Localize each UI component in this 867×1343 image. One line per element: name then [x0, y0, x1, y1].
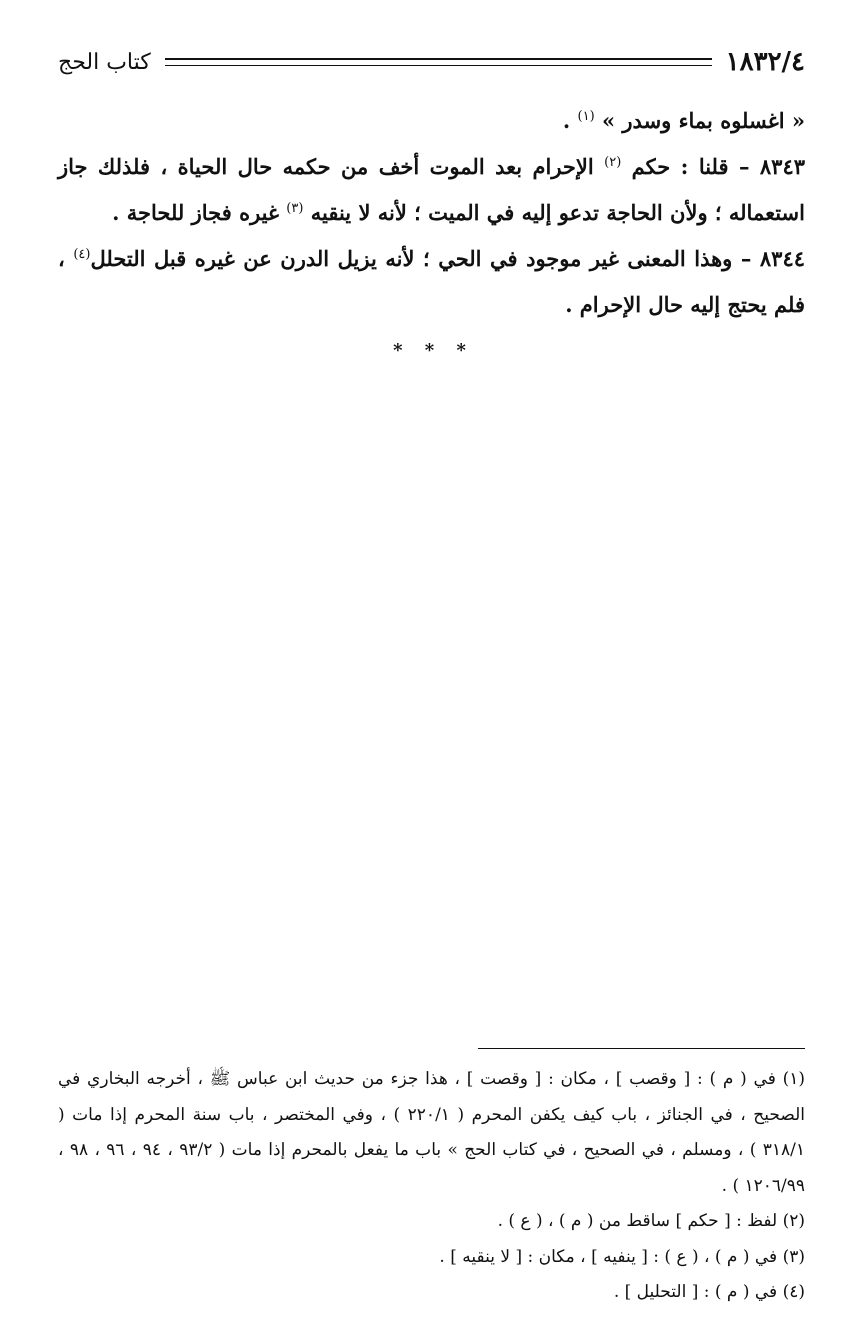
paragraph-text: ، فلم يحتج إليه حال الإحرام . [58, 246, 805, 317]
paragraph-text: غيره فجاز للحاجة . [112, 200, 287, 225]
page-number: ١٨٣٢/٤ [725, 47, 805, 77]
running-header [58, 42, 805, 82]
paragraph-text: – وهذا المعنى غير موجود في الحي ؛ لأنه يزيل الدرن عن غيره قبل التحلل [90, 246, 760, 271]
book-title: كتاب الحج [58, 49, 151, 75]
footnote-3: (٣) في ( م ) ، ( ع ) : [ ينفيه ] ، مكان : [ لا ينقيه ] . [439, 1246, 805, 1267]
footnote-1: (١) في ( م ) : [ وقصب ] ، مكان : [ وقصت ] ، هذا جزء من حديث ابن عباس ﷺ ، أخرجه البخاري في الصحيح ، في الجنائز ، باب كيف يكفن المحرم ( ٢٢٠/١ ) ، وفي المختصر ، باب سنة المحرم إذا مات ( ٣١٨/١ ) ، ومسلم ، في الصحيح ، في كتاب الحج » باب ما يفعل بالمحرم إذا مات ( ٩٣/٢ ، ٩٤ ، ٩٦ ، ٩٨ ، ١٢٠٦/٩٩ ) . [58, 1069, 806, 1196]
paragraph-text: – قلنا : حكم [621, 154, 760, 179]
footnote-ref-2[interactable]: (٢) [604, 155, 622, 170]
paragraph-8343 [58, 144, 805, 236]
footnote-2: (٢) لفظ : [ حكم ] ساقط من ( م ) ، ( ع ) . [497, 1211, 805, 1231]
paragraph-8344 [58, 236, 805, 328]
paragraph-text: الإحرام بعد الموت أخف من حكمه حال الحياة ، فلذلك جاز استعماله ؛ ولأن الحاجة تدعو إليه في الميت ؛ لأنه لا ينقيه [58, 154, 805, 225]
main-text [58, 98, 805, 328]
quote-end: . [562, 108, 571, 133]
footnote-4: (٤) في ( م ) : [ التحليل ] . [613, 1282, 805, 1302]
section-separator: * * * [393, 340, 474, 361]
footnote-ref-3[interactable]: (٣) [286, 201, 304, 216]
paragraph-number: ٨٣٤٣ [759, 154, 806, 179]
quote-text: « اغسلوه بماء وسدر » [601, 108, 805, 133]
footnote-ref-1[interactable]: (١) [577, 109, 595, 124]
paragraph-number: ٨٣٤٤ [759, 246, 806, 271]
quote-line [58, 98, 805, 144]
footnote-ref-4[interactable]: (٤) [73, 247, 91, 262]
footnote-rule [478, 1048, 805, 1049]
header-rule [165, 58, 712, 66]
footnotes [58, 1062, 805, 1311]
